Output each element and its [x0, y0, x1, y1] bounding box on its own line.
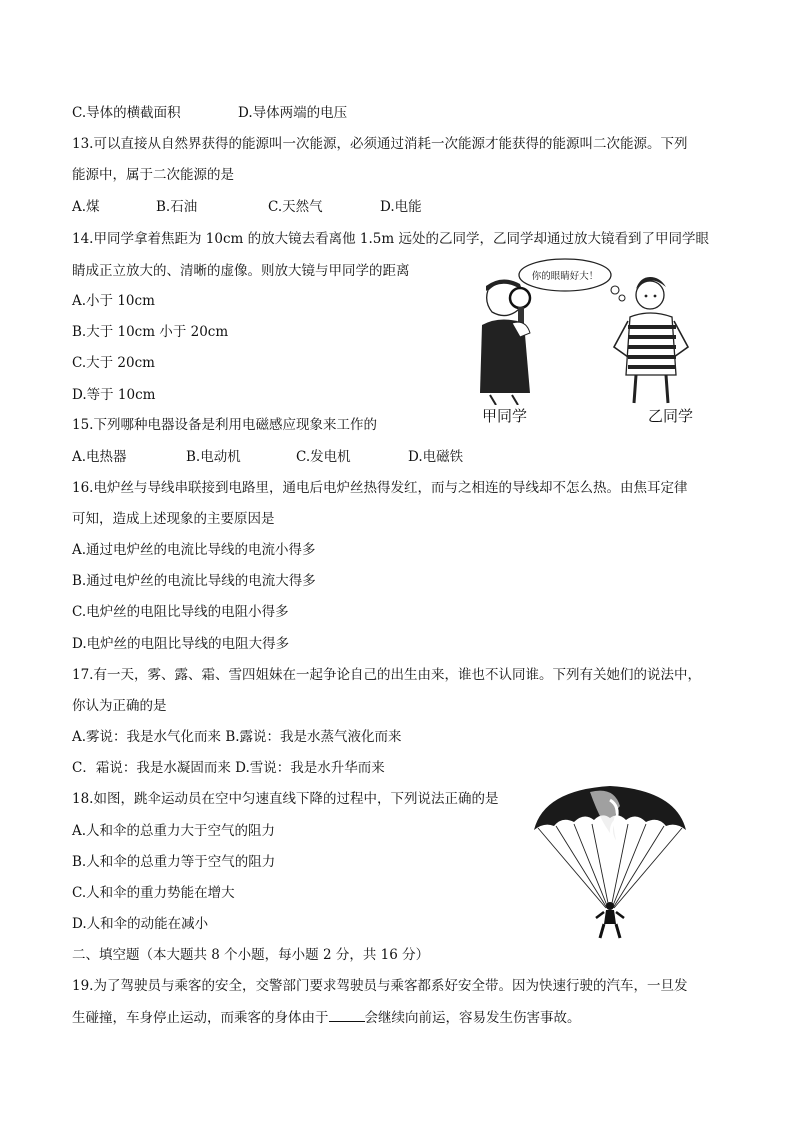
q19-stem-line2: [72, 1009, 581, 1027]
section-fill-in-heading: 二、填空题（本大题共 8 个小题，每小题 2 分，共 16 分）: [72, 947, 430, 963]
q15-stem: 15.下列哪种电器设备是利用电磁感应现象来工作的: [72, 417, 377, 433]
q14-stem-line2: 睛成正立放大的、清晰的虚像。则放大镜与甲同学的距离: [72, 263, 410, 279]
q13-stem-line1: 13.可以直接从自然界获得的能源叫一次能源，必须通过消耗一次能源才能获得的能源叫二次能源。下列: [72, 136, 688, 152]
q15-option-c: C.发电机: [296, 449, 351, 465]
q15-option-a: A.电热器: [72, 449, 127, 465]
q18-option-c: C.人和伞的重力势能在增大: [72, 885, 235, 901]
q17-stem-line2: 你认为正确的是: [72, 698, 167, 714]
q19-stem-line1: 19.为了驾驶员与乘客的安全，交警部门要求驾驶员与乘客都系好安全带。因为快速行驶的汽车，一旦发: [72, 978, 688, 994]
caption-student-jia: 甲同学: [482, 407, 528, 425]
q13-option-c: C.天然气: [268, 199, 323, 215]
q19-text-before-blank: 生碰撞，车身停止运动，而乘客的身体由于: [72, 1010, 329, 1026]
q18-figure: [530, 782, 690, 942]
q17-options-ab: A.雾说：我是水气化而来 B.露说：我是水蒸气液化而来: [72, 729, 402, 745]
q14-stem-line1: 14.甲同学拿着焦距为 10cm 的放大镜去看离他 1.5m 远处的乙同学，乙同学却通过放大镜看到了甲同学眼: [72, 231, 709, 247]
q16-stem-line1: 16.电炉丝与导线串联接到电路里，通电后电炉丝热得发红，而与之相连的导线却不怎么热。由焦耳定律: [72, 480, 688, 496]
q12-option-c: C.导体的横截面积: [72, 105, 181, 121]
parachutist-illustration: [530, 782, 690, 942]
q18-stem: 18.如图，跳伞运动员在空中匀速直线下降的过程中，下列说法正确的是: [72, 791, 499, 807]
q16-option-c: C.电炉丝的电阻比导线的电阻小得多: [72, 604, 289, 620]
students-illustration: [460, 255, 720, 405]
q19-answer-blank[interactable]: [329, 1009, 365, 1022]
q17-options-cd: C．霜说：我是水凝固而来 D.雪说：我是水升华而来: [72, 760, 385, 776]
q19-text-after-blank: 会继续向前运，容易发生伤害事故。: [364, 1010, 581, 1026]
q18-option-a: A.人和伞的总重力大于空气的阻力: [72, 823, 276, 839]
q14-figure: [460, 255, 720, 430]
caption-student-yi: 乙同学: [648, 407, 694, 425]
q15-option-d: D.电磁铁: [408, 449, 464, 465]
q13-stem-line2: 能源中，属于二次能源的是: [72, 167, 234, 183]
q18-option-d: D.人和伞的动能在减小: [72, 916, 209, 932]
q14-option-d: D.等于 10cm: [72, 387, 156, 403]
q14-option-b: B.大于 10cm 小于 20cm: [72, 324, 229, 340]
q15-option-b: B.电动机: [186, 449, 241, 465]
q16-stem-line2: 可知，造成上述现象的主要原因是: [72, 511, 275, 527]
q14-option-a: A.小于 10cm: [72, 293, 155, 309]
q14-option-c: C.大于 20cm: [72, 355, 155, 371]
q13-option-d: D.电能: [380, 199, 422, 215]
q16-option-a: A.通过电炉丝的电流比导线的电流小得多: [72, 542, 316, 558]
q13-option-b: B.石油: [156, 199, 198, 215]
q16-option-b: B.通过电炉丝的电流比导线的电流大得多: [72, 573, 316, 589]
q18-option-b: B.人和伞的总重力等于空气的阻力: [72, 854, 276, 870]
q13-option-a: A.煤: [72, 199, 100, 215]
speech-bubble-text: 你的眼睛好大！: [531, 271, 599, 282]
q12-option-d: D.导体两端的电压: [238, 105, 348, 121]
q16-option-d: D.电炉丝的电阻比导线的电阻大得多: [72, 636, 290, 652]
q17-stem-line1: 17.有一天，雾、露、霜、雪四姐妹在一起争论自己的出生由来，谁也不认同谁。下列有关她们的说法中，: [72, 667, 701, 683]
